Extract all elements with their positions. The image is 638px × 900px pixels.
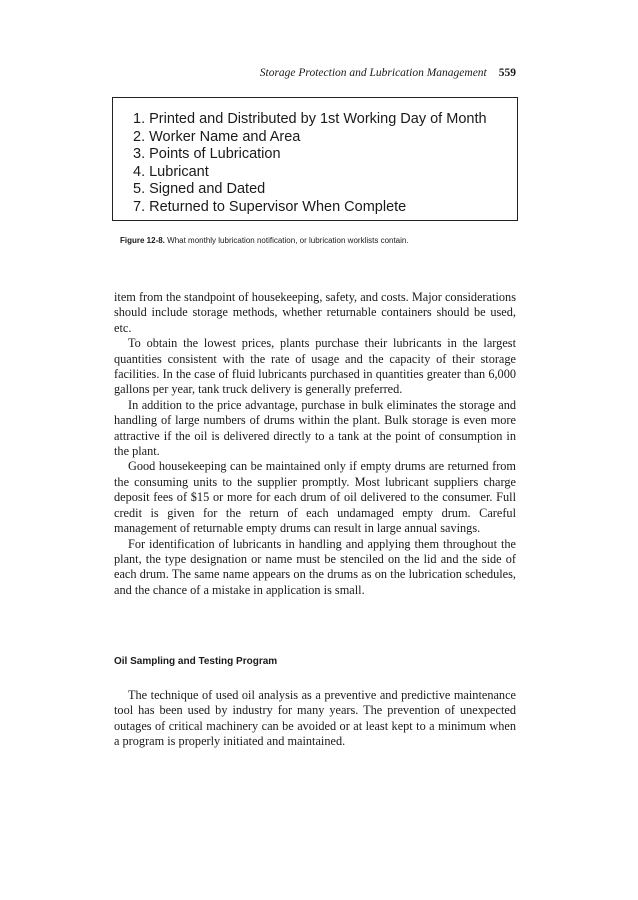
figure-caption-text: What monthly lubrication notification, or lubrication worklists contain.	[167, 236, 409, 245]
figure-list-item: 5. Signed and Dated	[133, 181, 266, 198]
figure-list-item: 4. Lubricant	[133, 163, 209, 180]
figure-list-item: 7. Returned to Supervisor When Complete	[133, 198, 407, 215]
figure-caption	[120, 236, 520, 245]
figure-caption-label: Figure 12-8.	[120, 236, 165, 245]
section-heading: Oil Sampling and Testing Program	[114, 656, 278, 667]
body-paragraph: item from the standpoint of housekeeping, safety, and costs. Major considerations should include storage methods, whether returnable containers should be used, etc.	[114, 290, 516, 335]
body-text	[114, 290, 516, 598]
body-paragraph: Good housekeeping can be maintained only if empty drums are returned from the consuming units to the supplier promptly. Most lubricant suppliers charge deposit fees of $15 or more for each drum of oil delivered to the consumer. Full credit is given for the return of each undamaged empty drum. Careful management of returnable empty drums can result in large annual savings.	[114, 459, 516, 536]
running-title: Storage Protection and Lubrication Management	[259, 67, 487, 79]
figure-list-item: 2. Worker Name and Area	[133, 128, 301, 145]
figure-list-item: 3. Points of Lubrication	[133, 146, 281, 163]
figure-box	[112, 97, 518, 221]
page-number: 559	[498, 67, 516, 79]
body-paragraph: For identification of lubricants in handling and applying them throughout the plant, the type designation or name must be stenciled on the lid and the side of each drum. The same name appears on the drums as on the lubrication schedules, and the chance of a mistake in application is small.	[114, 536, 516, 597]
section-text	[114, 688, 516, 750]
section-paragraph: The technique of used oil analysis as a preventive and predictive maintenance tool has been used by industry for many years. The prevention of unexpected outages of critical machinery can be avoided or at least kept to a minimum when a program is properly initiated and maintained.	[114, 688, 516, 749]
page-header	[110, 67, 516, 79]
body-paragraph: To obtain the lowest prices, plants purchase their lubricants in the largest quantities consistent with the rate of usage and the capacity of their storage facilities. In the case of fluid lubricants purchased in quantities greater than 6,000 gallons per year, tank truck delivery is generally preferred.	[114, 336, 516, 397]
figure-list	[113, 97, 517, 217]
body-paragraph: In addition to the price advantage, purchase in bulk eliminates the storage and handling of large numbers of drums within the plant. Bulk storage is even more attractive if the oil is delivered directly to a tank at the point of consumption in the plant.	[114, 397, 516, 459]
figure-list-item: 1. Printed and Distributed by 1st Working Day of Month	[133, 111, 487, 127]
